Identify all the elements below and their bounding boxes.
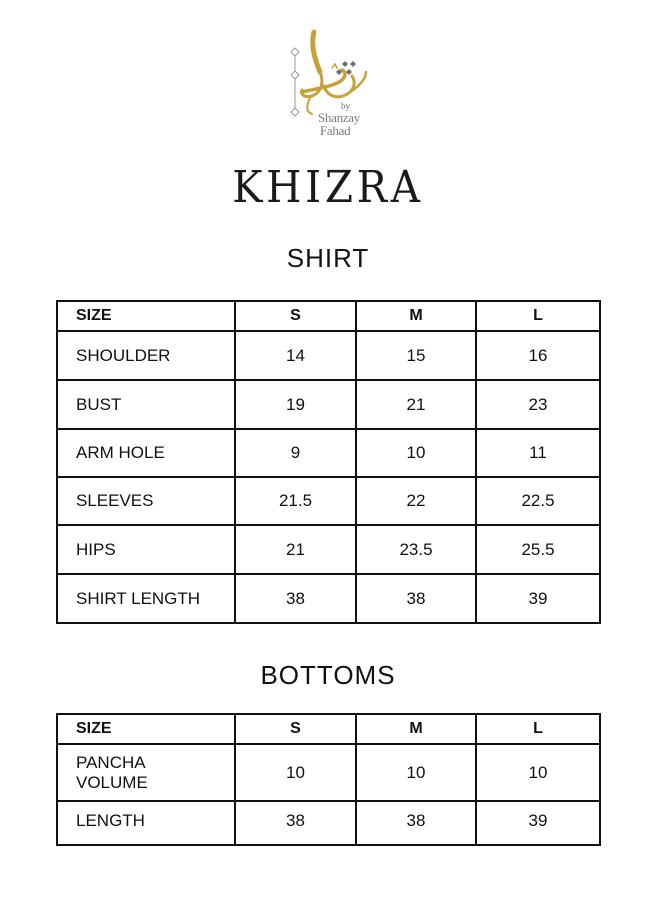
brand-name-first: Shanzay (318, 110, 360, 125)
cell-s: 10 (235, 744, 356, 801)
row-label-line1: PANCHA (76, 752, 146, 772)
row-label: BUST (57, 380, 235, 429)
row-label: SLEEVES (57, 477, 235, 525)
column-header-size: SIZE (57, 714, 235, 744)
cell-m: 22 (356, 477, 476, 525)
cell-s: 38 (235, 801, 356, 845)
column-header-size: SIZE (57, 301, 235, 331)
cell-m: 21 (356, 380, 476, 429)
table-row (57, 477, 600, 525)
cell-s: 19 (235, 380, 356, 429)
cell-m: 23.5 (356, 525, 476, 574)
row-label: LENGTH (57, 801, 235, 845)
table-row (57, 429, 600, 477)
cell-m: 38 (356, 801, 476, 845)
cell-s: 21 (235, 525, 356, 574)
bottoms-section-heading: BOTTOMS (260, 660, 396, 690)
row-label: SHIRT LENGTH (57, 574, 235, 623)
cell-l: 16 (476, 331, 600, 380)
cell-s: 38 (235, 574, 356, 623)
cell-l: 10 (476, 744, 600, 801)
cell-s: 21.5 (235, 477, 356, 525)
table-row (57, 744, 600, 801)
cell-l: 25.5 (476, 525, 600, 574)
table-row (57, 380, 600, 429)
row-label: HIPS (57, 525, 235, 574)
row-label-line2: VOLUME (76, 772, 148, 792)
table-row (57, 331, 600, 380)
cell-m: 15 (356, 331, 476, 380)
cell-l: 39 (476, 801, 600, 845)
cell-m: 10 (356, 744, 476, 801)
row-label: ARM HOLE (57, 429, 235, 477)
table-header-row (57, 714, 600, 744)
cell-l: 39 (476, 574, 600, 623)
cell-m: 38 (356, 574, 476, 623)
table-row (57, 525, 600, 574)
brand-name-last: Fahad (320, 123, 351, 138)
column-header-s: S (235, 714, 356, 744)
cell-s: 9 (235, 429, 356, 477)
column-header-l: L (476, 301, 600, 331)
bottoms-size-table (56, 713, 601, 846)
column-header-m: M (356, 301, 476, 331)
row-label: SHOULDER (57, 331, 235, 380)
product-title: KHIZRA (232, 162, 424, 213)
column-header-m: M (356, 714, 476, 744)
brand-by-text: by (341, 101, 350, 111)
cell-l: 22.5 (476, 477, 600, 525)
row-label (57, 744, 235, 801)
shirt-section-heading: SHIRT (286, 243, 370, 273)
cell-m: 10 (356, 429, 476, 477)
column-header-s: S (235, 301, 356, 331)
cell-l: 11 (476, 429, 600, 477)
cell-s: 14 (235, 331, 356, 380)
column-header-l: L (476, 714, 600, 744)
table-row (57, 801, 600, 845)
shirt-size-table (56, 300, 601, 624)
cell-l: 23 (476, 380, 600, 429)
table-header-row (57, 301, 600, 331)
table-row (57, 574, 600, 623)
